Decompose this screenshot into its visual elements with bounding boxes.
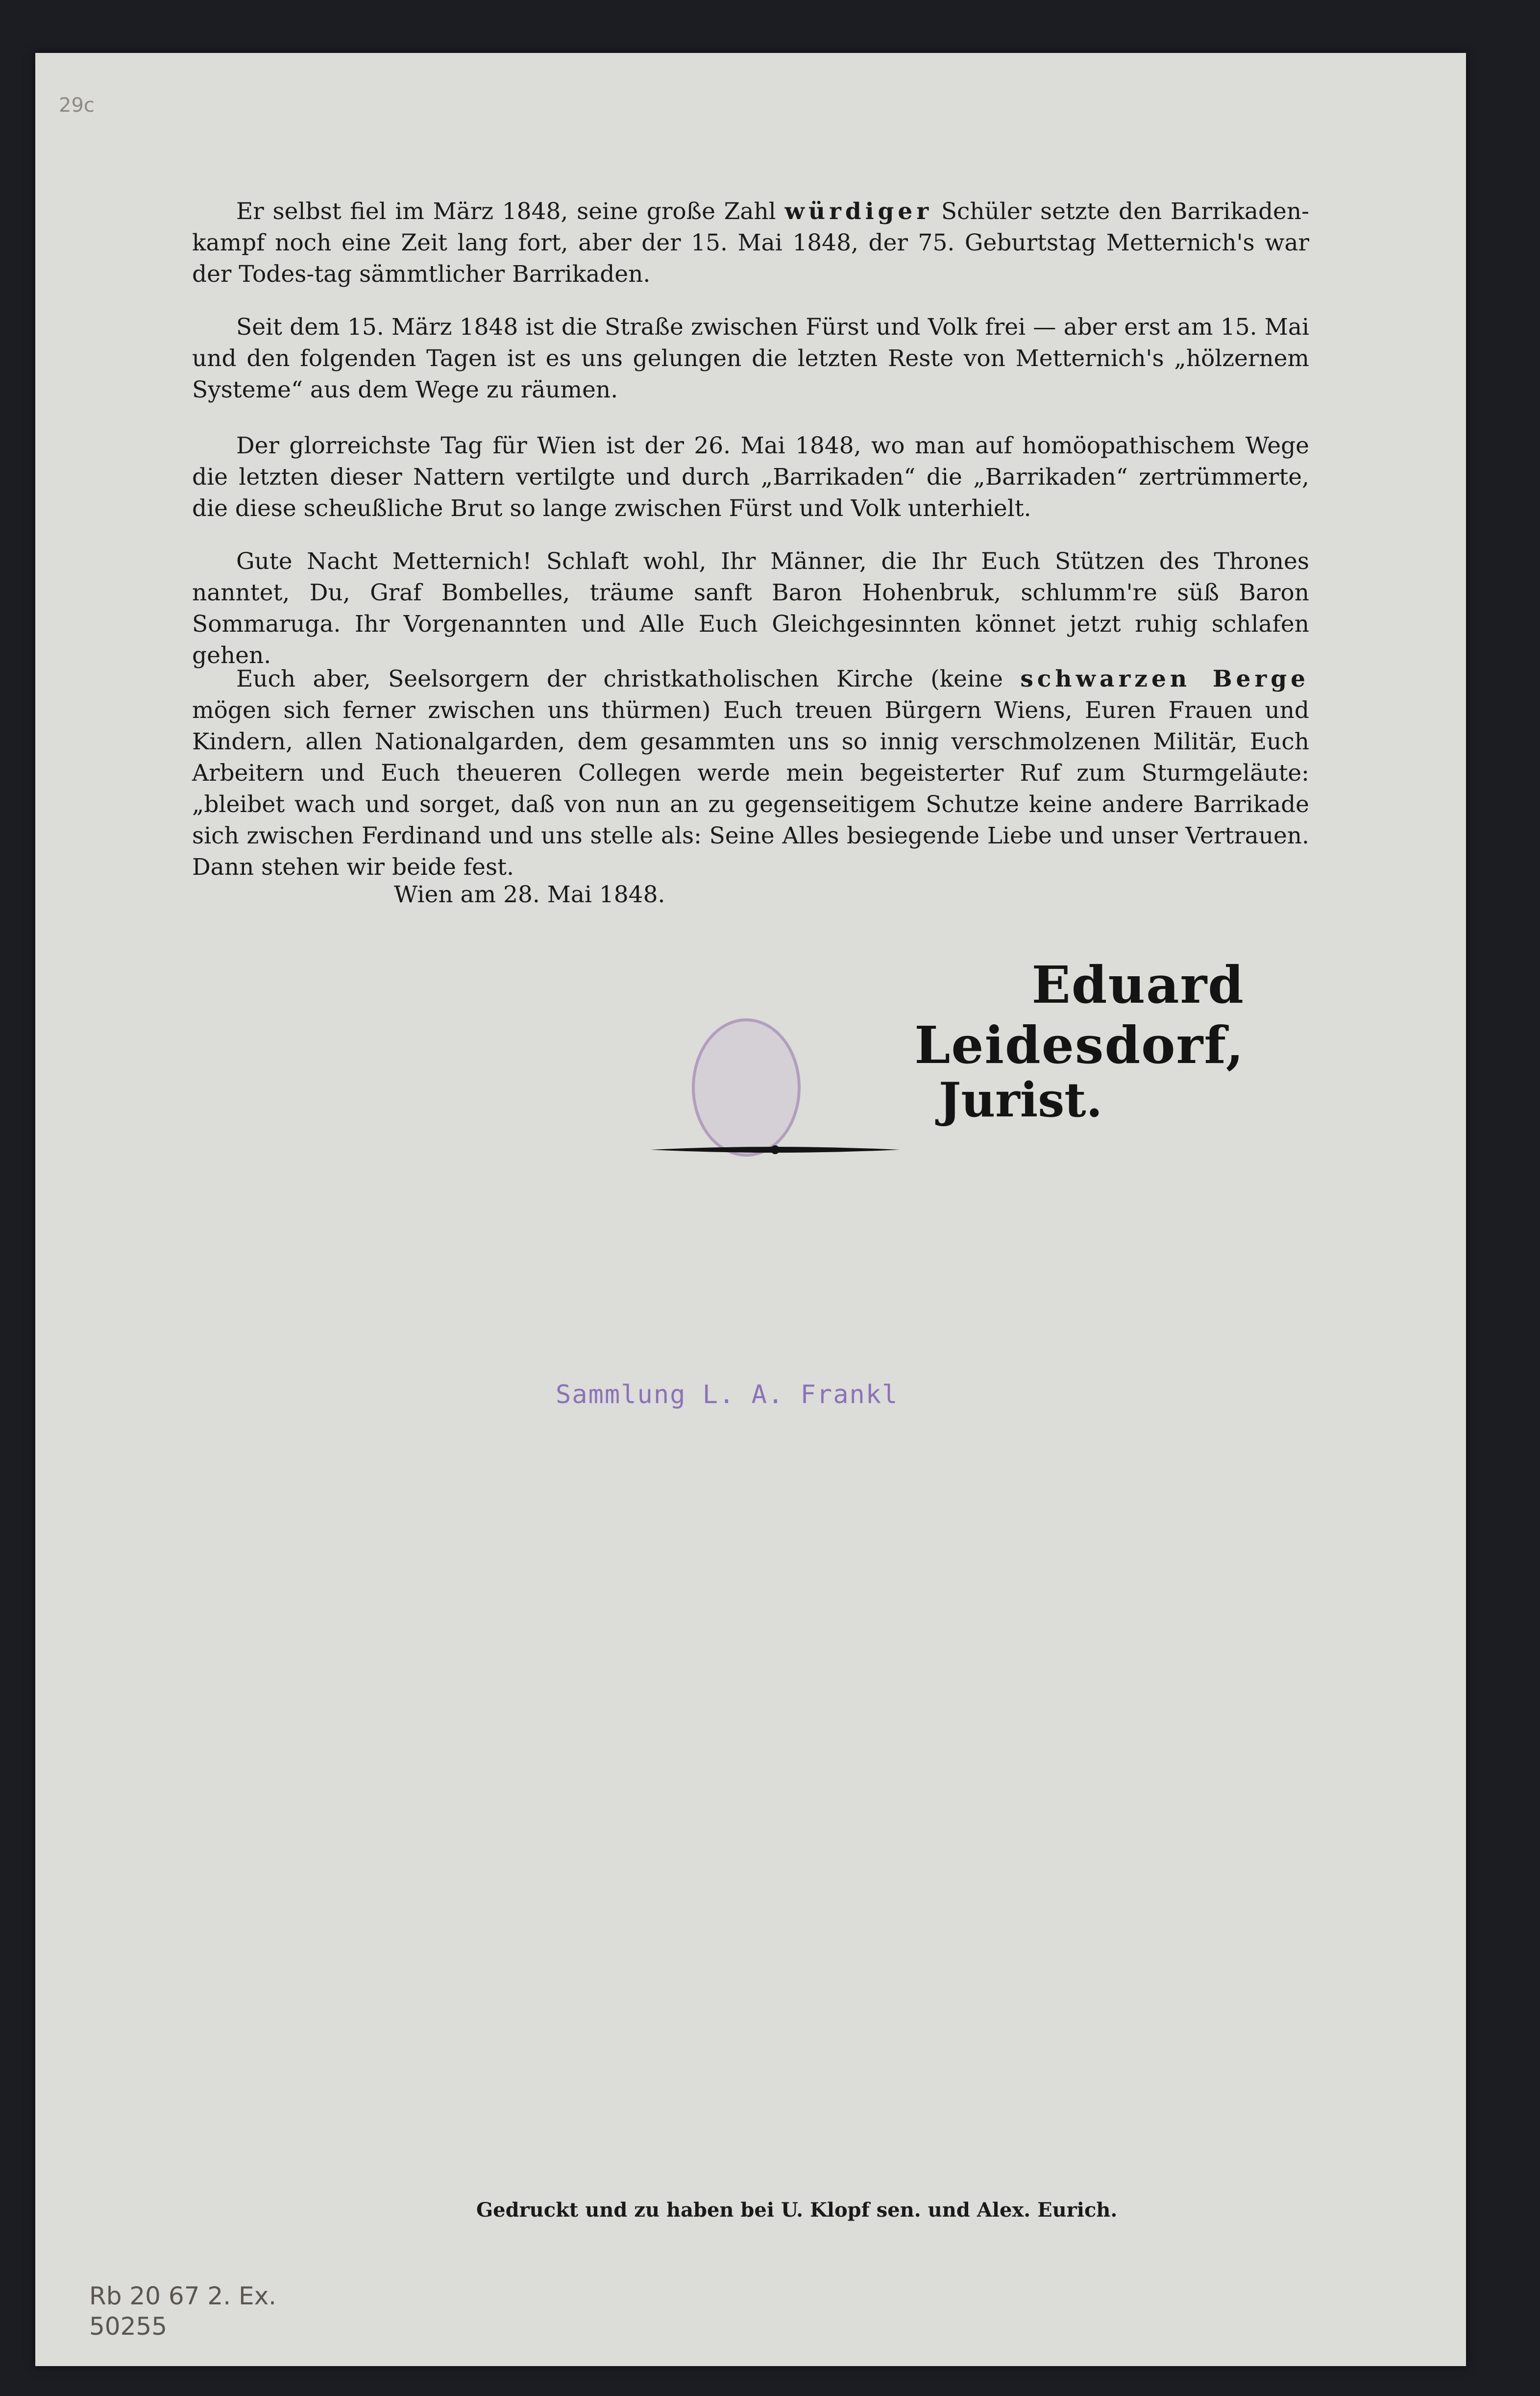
- shelfmark-annotation-1: Rb 20 67 2. Ex.: [89, 2282, 277, 2310]
- text-run: Schlaft wohl, Ihr Männer, die Ihr Euch: [532, 548, 1055, 575]
- text-run: Seit dem 15. März 1848 ist die Straße zwischen Fürst und Volk frei — aber erst am 15. Mai und den folgenden Tagen ist es uns gelungen die letzten Reste von Metternich's: [192, 314, 1309, 372]
- text-run: Euren Frauen und Kindern, allen Nationalgarden, dem gesammten uns so innig verschmolzenen Militär, Euch Arbeitern und Euch theueren Collegen werde mein begeisterter Ruf zum Sturmgeläute:: [192, 697, 1310, 787]
- paragraph-4: [192, 546, 1309, 671]
- document-sheet: [35, 53, 1466, 2366]
- text-run: Alle: [639, 611, 685, 638]
- text-run: Euch aber, Seelsorgern der christkatholischen Kirche: [236, 666, 913, 692]
- text-run: schwarzen Berge: [1020, 666, 1309, 692]
- signature-title: Jurist.: [938, 1072, 1102, 1128]
- text-run: Gute Nacht Metternich!: [236, 548, 532, 575]
- text-run: aus dem Wege zu räumen.: [302, 376, 618, 403]
- paragraph-2: [192, 312, 1309, 406]
- dateline: Wien am 28. Mai 1848.: [394, 881, 665, 908]
- text-run: Metternich's war der Todes-tag sämmtlicher Barrikaden.: [192, 229, 1310, 288]
- text-run: „hölzernem Systeme“: [192, 345, 1309, 403]
- paragraph-3: [192, 430, 1309, 524]
- text-run: Du, Graf Bombelles, träume sanft Baron Hohenbruk, schlumm're süß Baron Sommaruga.: [192, 579, 1309, 638]
- imprint-line: Gedruckt und zu haben bei U. Klopf sen. und Alex. Eurich.: [476, 2198, 1118, 2222]
- library-stamp: [692, 1018, 801, 1157]
- text-run: [776, 198, 785, 225]
- text-run: Euch Gleichgesinnten könnet jetzt ruhig schlafen gehen.: [192, 611, 1309, 669]
- collection-stamp: Sammlung L. A. Frankl: [556, 1380, 899, 1409]
- text-run: Ihr Vorgenannten und: [341, 611, 640, 638]
- signature-block: [804, 955, 1245, 1128]
- text-run: große Zahl: [646, 198, 776, 225]
- text-run: Der glorreichste Tag für Wien ist der 26. Mai 1848, wo man auf homöopathischem Wege die letzten dieser Nattern vertilgte und durch „Barrikaden“ die „Barrikaden“ zertrümmerte, die diese scheußliche Brut so lange zwischen Fürst und Volk unterhielt.: [192, 432, 1309, 522]
- ornament-rule: [648, 1140, 903, 1160]
- text-run: der 75. Geburtstag: [868, 229, 1097, 256]
- text-run: Euch treuen Bürgern Wiens,: [723, 697, 1073, 724]
- paragraph-1: [192, 196, 1309, 290]
- text-run: „bleibet wach und sorget, daß von nun an zu gegenseitigem Schutze keine andere Barrikade sich zwischen Ferdinand und uns stelle als: Seine Alles besiegende Liebe und unser Vertrauen. Dann stehen wir beide fest.: [192, 791, 1309, 881]
- text-run: Stützen: [1054, 548, 1145, 575]
- folio-annotation: 29c: [59, 94, 95, 117]
- paragraph-5: [192, 664, 1309, 883]
- text-run: Schüler setzte den Barrikaden-kampf noch eine Zeit lang fort, aber der 15. Mai 1848,: [192, 198, 1309, 256]
- text-run: Er selbst fiel im März 1848, seine: [236, 198, 647, 225]
- text-run: würdiger: [784, 198, 933, 225]
- text-run: mögen sich ferner zwischen uns thürmen): [192, 697, 723, 724]
- text-run: des Thrones nanntet,: [192, 548, 1309, 606]
- text-run: (keine: [913, 666, 1021, 692]
- shelfmark-annotation-2: 50255: [89, 2312, 168, 2341]
- signature-name: Eduard Leidesdorf,: [914, 955, 1245, 1075]
